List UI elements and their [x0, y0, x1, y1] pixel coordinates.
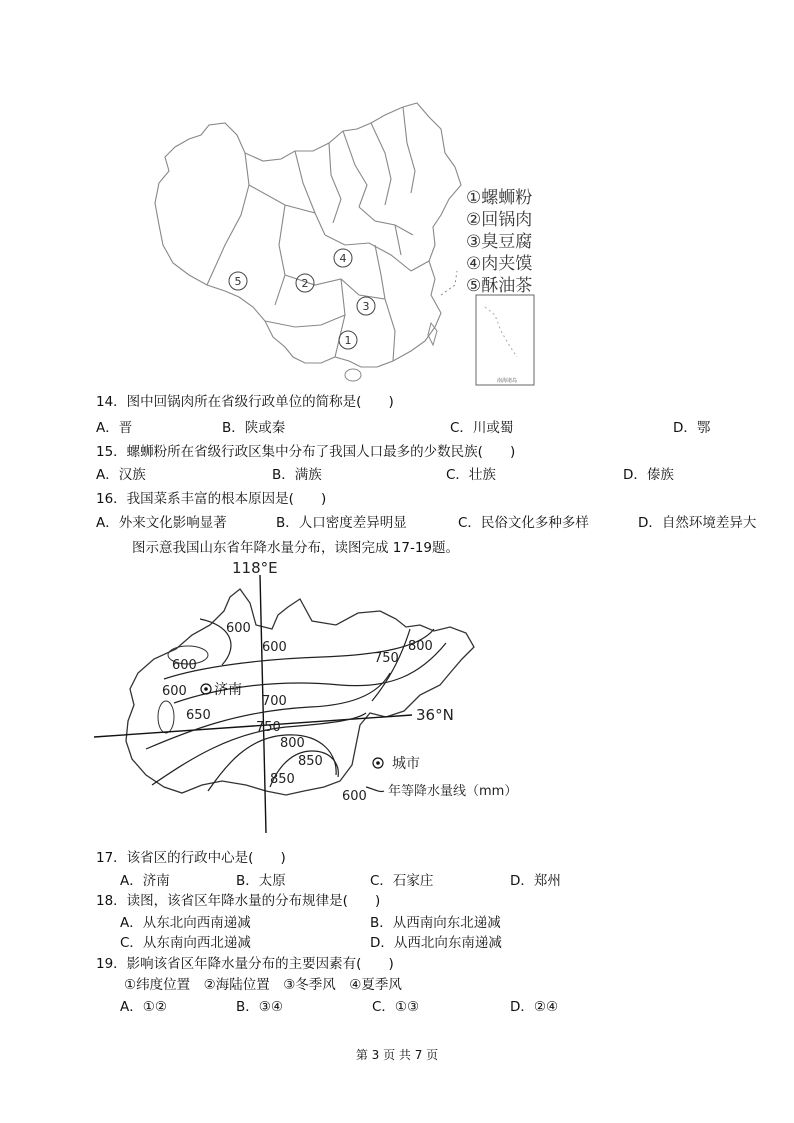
inset-label: 南海诸岛 — [497, 378, 518, 384]
isoline-label-4: 600 — [162, 684, 187, 699]
q15-option-a[interactable]: A．汉族 — [96, 467, 146, 483]
legend-isoline-label: 年等降水量线（mm） — [388, 784, 518, 799]
question-15: 15．螺蛳粉所在省级行政区集中分布了我国人口最多的少数民族( ) — [96, 444, 516, 460]
q17-option-a[interactable]: A．济南 — [120, 873, 170, 889]
question-16: 16．我国菜系丰富的根本原因是( ) — [96, 491, 327, 507]
q18-option-b[interactable]: B．从西南向东北递减 — [370, 915, 501, 931]
marker-4: 4 — [339, 252, 347, 265]
isoline-label-11: 850 — [298, 754, 323, 769]
q19-option-c[interactable]: C．①③ — [372, 999, 420, 1015]
isoline-label-10: 800 — [280, 736, 305, 751]
q14-option-b[interactable]: B．陕或秦 — [222, 420, 286, 436]
city-jinan-label: 济南 — [214, 682, 242, 698]
shandong-precipitation-map — [90, 555, 540, 840]
isoline-label-6: 700 — [262, 694, 287, 709]
q14-option-d[interactable]: D．鄂 — [673, 420, 711, 436]
marker-3: 3 — [362, 300, 370, 313]
isoline-label-8: 750 — [374, 651, 399, 666]
legend-city-label: 城市 — [392, 756, 420, 772]
china-outline — [155, 103, 461, 367]
isoline-label-3: 600 — [172, 658, 197, 673]
question-18: 18．读图，该省区年降水量的分布规律是( ) — [96, 893, 381, 909]
q16-option-d[interactable]: D．自然环境差异大 — [638, 515, 757, 531]
q19-option-d[interactable]: D．②④ — [510, 999, 559, 1015]
q19-factors: ①纬度位置 ②海陆位置 ③冬季风 ④夏季风 — [124, 977, 402, 993]
isoline-label-9: 800 — [408, 639, 433, 654]
map-intro: 图示意我国山东省年降水量分布，读图完成 17-19题。 — [132, 540, 460, 556]
legend-isoline-value: 600 — [342, 789, 367, 804]
isoline-label-1: 600 — [226, 621, 251, 636]
isoline-label-2: 600 — [262, 640, 287, 655]
marker-1: 1 — [344, 334, 352, 347]
question-19: 19．影响该省区年降水量分布的主要因素有( ) — [96, 956, 394, 972]
legend-item-2: ②回锅肉 — [466, 210, 533, 230]
q17-option-c[interactable]: C．石家庄 — [370, 873, 434, 889]
q16-option-c[interactable]: C．民俗文化多种多样 — [458, 515, 589, 531]
question-17: 17．该省区的行政中心是( ) — [96, 850, 286, 866]
q15-option-d[interactable]: D．傣族 — [623, 467, 674, 483]
latitude-label: 36°N — [416, 706, 454, 724]
marker-2: 2 — [301, 277, 309, 290]
q18-option-c[interactable]: C．从东南向西北递减 — [120, 935, 251, 951]
q14-option-a[interactable]: A．晋 — [96, 420, 133, 436]
marker-5: 5 — [234, 275, 242, 288]
legend-item-3: ③臭豆腐 — [466, 232, 533, 252]
q15-option-b[interactable]: B．满族 — [272, 467, 322, 483]
isoline-label-12: 850 — [270, 772, 295, 787]
south-china-sea-inset — [476, 295, 534, 385]
longitude-label: 118°E — [232, 559, 278, 577]
question-14: 14．图中回锅肉所在省级行政单位的简称是( ) — [96, 394, 394, 410]
q19-option-b[interactable]: B．③④ — [236, 999, 283, 1015]
legend-item-1: ①螺蛳粉 — [466, 188, 533, 208]
q17-option-b[interactable]: B．太原 — [236, 873, 286, 889]
hainan-island — [345, 369, 361, 381]
legend-item-5: ⑤酥油茶 — [466, 276, 533, 296]
page-footer: 第 3 页 共 7 页 — [355, 1048, 439, 1062]
q16-option-b[interactable]: B．人口密度差异明显 — [276, 515, 407, 531]
q17-option-d[interactable]: D．郑州 — [510, 873, 561, 889]
legend-item-4: ④肉夹馍 — [466, 254, 533, 274]
q16-option-a[interactable]: A．外来文化影响显著 — [96, 515, 227, 531]
q15-option-c[interactable]: C．壮族 — [446, 467, 496, 483]
q18-option-d[interactable]: D．从西北向东南递减 — [370, 935, 502, 951]
isoline-label-5: 650 — [186, 708, 211, 723]
q18-option-a[interactable]: A．从东北向西南递减 — [120, 915, 251, 931]
q14-option-c[interactable]: C．川或蜀 — [450, 420, 514, 436]
isoline-label-7: 750 — [256, 720, 281, 735]
q19-option-a[interactable]: A．①② — [120, 999, 167, 1015]
